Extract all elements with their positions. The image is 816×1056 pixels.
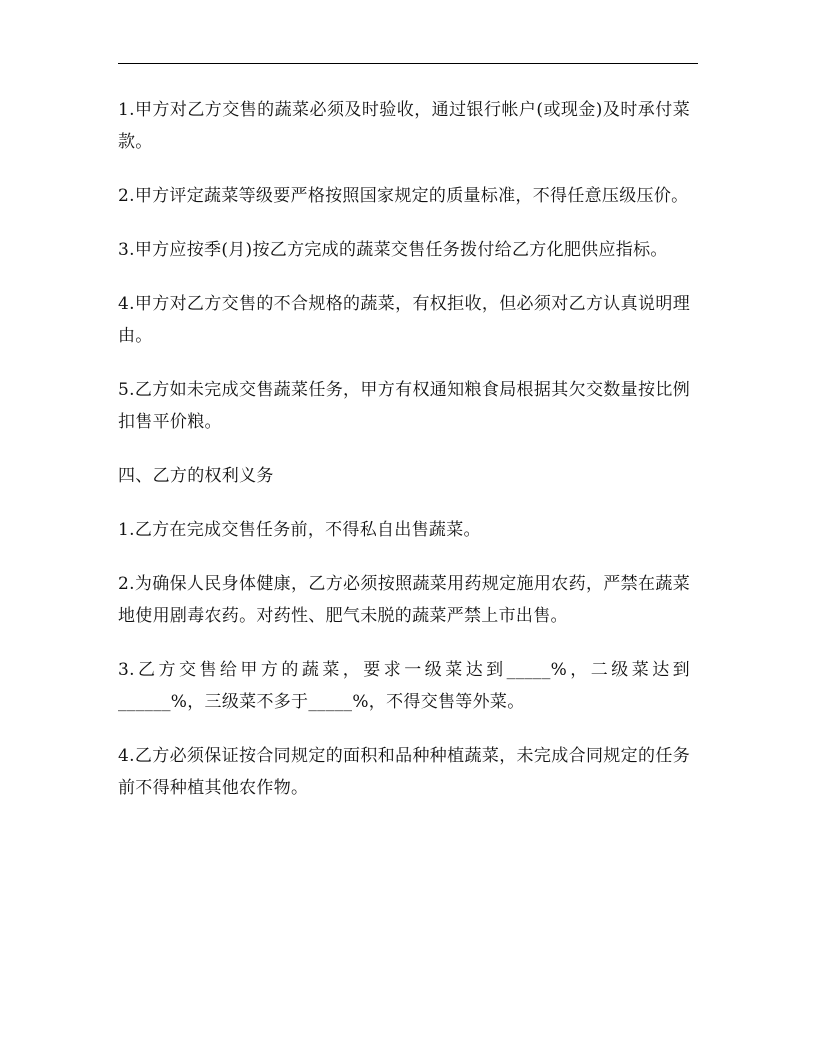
clause-a-3: 3.甲方应按季(月)按乙方完成的蔬菜交售任务拨付给乙方化肥供应指标。: [118, 240, 668, 260]
clause-b-2: 2.为确保人民身体健康，乙方必须按照蔬菜用药规定施用农药，严禁在蔬菜地使用剧毒农药。对药性、肥气未脱的蔬菜严禁上市出售。: [118, 574, 690, 626]
clause-b-3: 3.乙方交售给甲方的蔬菜，要求一级菜达到_____%，二级菜达到______%，三级菜不多于_____%，不得交售等外菜。: [118, 660, 690, 712]
document-body: [118, 94, 690, 826]
clause-a-4: 4.甲方对乙方交售的不合规格的蔬菜，有权拒收，但必须对乙方认真说明理由。: [118, 294, 690, 346]
clause-a-5: 5.乙方如未完成交售蔬菜任务，甲方有权通知粮食局根据其欠交数量按比例扣售平价粮。: [118, 380, 690, 432]
clause-b-1: 1.乙方在完成交售任务前，不得私自出售蔬菜。: [118, 520, 481, 540]
clause-a-1: 1.甲方对乙方交售的蔬菜必须及时验收，通过银行帐户(或现金)及时承付菜款。: [118, 100, 690, 152]
clause-b-4: 4.乙方必须保证按合同规定的面积和品种种植蔬菜，未完成合同规定的任务前不得种植其他农作物。: [118, 746, 690, 798]
section-heading-4: 四、乙方的权利义务: [118, 466, 274, 486]
clause-a-2: 2.甲方评定蔬菜等级要严格按照国家规定的质量标准，不得任意压级压价。: [118, 186, 689, 206]
header-rule: [118, 63, 698, 64]
